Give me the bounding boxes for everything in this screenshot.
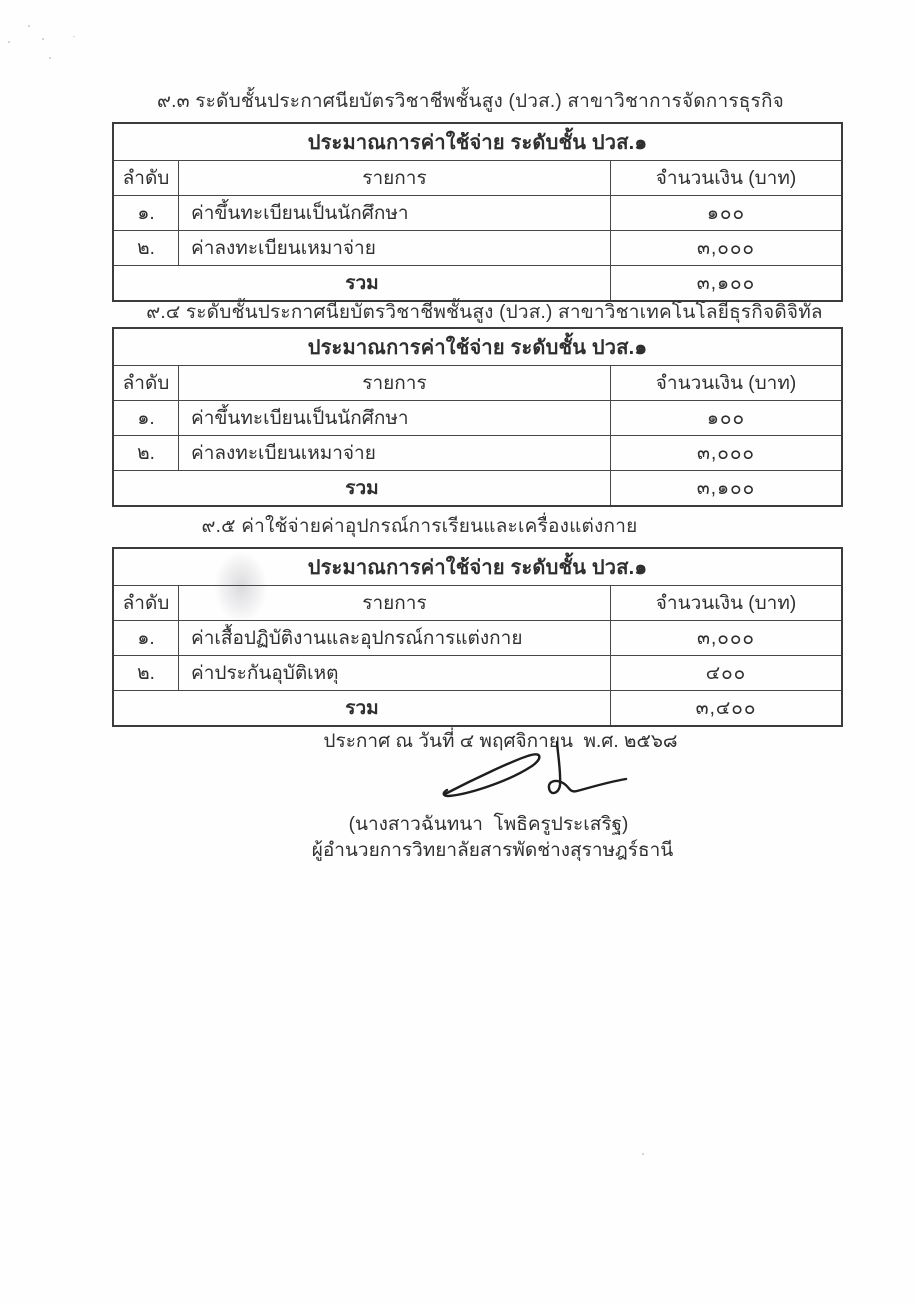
col-header-item: รายการ <box>178 366 610 400</box>
table-row <box>114 655 841 690</box>
row-no: ๑. <box>137 203 155 224</box>
row-no: ๑. <box>137 628 155 649</box>
col-header-no: ลำดับ <box>122 593 170 614</box>
total-amount: ๓,๔๐๐ <box>610 691 841 725</box>
table-row <box>114 230 841 265</box>
section-heading-9-3: ๙.๓ ระดับชั้นประกาศนียบัตรวิชาชีพชั้นสูง (ปวส.) สาขาวิชาการจัดการธุรกิจ <box>156 91 785 112</box>
col-header-amount: จำนวนเงิน (บาท) <box>610 161 841 195</box>
signer-title: ผู้อำนวยการวิทยาลัยสารพัดช่างสุราษฎร์ธานี <box>311 840 674 861</box>
total-label: รวม <box>345 478 379 499</box>
signer-name: (นางสาวฉันทนา โพธิครูประเสริฐ) <box>348 814 629 835</box>
section-heading-9-4: ๙.๔ ระดับชั้นประกาศนียบัตรวิชาชีพชั้นสูง (ปวส.) สาขาวิชาเทคโนโลยีธุรกิจดิจิทัล <box>146 302 823 323</box>
col-header-item: รายการ <box>178 586 610 620</box>
row-amount: ๑๐๐ <box>610 401 841 435</box>
row-amount: ๑๐๐ <box>610 196 841 230</box>
table-title: ประมาณการค่าใช้จ่าย ระดับชั้น ปวส.๑ <box>307 132 648 154</box>
table-header-row <box>114 365 841 400</box>
col-header-no: ลำดับ <box>122 168 170 189</box>
table-row <box>114 435 841 470</box>
row-no: ๒. <box>137 443 155 464</box>
row-item: ค่าเสื้อปฏิบัติงานและอุปกรณ์การแต่งกาย <box>178 621 610 655</box>
section-heading-9-5: ๙.๕ ค่าใช้จ่ายค่าอุปกรณ์การเรียนและเครื่องแต่งกาย <box>201 516 638 537</box>
row-amount: ๓,๐๐๐ <box>610 231 841 265</box>
scan-speck <box>8 41 10 43</box>
scan-speck <box>42 38 44 40</box>
row-no: ๑. <box>137 408 155 429</box>
table-row <box>114 195 841 230</box>
scan-speck <box>642 1153 644 1155</box>
col-header-no: ลำดับ <box>122 373 170 394</box>
row-item: ค่าขึ้นทะเบียนเป็นนักศึกษา <box>178 401 610 435</box>
total-label: รวม <box>345 273 379 294</box>
table-row <box>114 400 841 435</box>
row-item: ค่าขึ้นทะเบียนเป็นนักศึกษา <box>178 196 610 230</box>
col-header-amount: จำนวนเงิน (บาท) <box>610 366 841 400</box>
table-total-row <box>114 265 841 300</box>
expense-table-9-3 <box>112 122 843 302</box>
table-title-row <box>114 549 841 585</box>
col-header-amount: จำนวนเงิน (บาท) <box>610 586 841 620</box>
row-item: ค่าลงทะเบียนเหมาจ่าย <box>178 231 610 265</box>
table-total-row <box>114 690 841 725</box>
table-title-row <box>114 329 841 365</box>
table-header-row <box>114 585 841 620</box>
row-item: ค่าลงทะเบียนเหมาจ่าย <box>178 436 610 470</box>
row-amount: ๓,๐๐๐ <box>610 621 841 655</box>
total-amount: ๓,๑๐๐ <box>610 471 841 505</box>
total-label: รวม <box>345 698 379 719</box>
scan-speck <box>49 57 51 59</box>
table-header-row <box>114 160 841 195</box>
table-row <box>114 620 841 655</box>
scan-speck <box>28 25 30 27</box>
table-title: ประมาณการค่าใช้จ่าย ระดับชั้น ปวส.๑ <box>307 557 648 579</box>
expense-table-9-4 <box>112 327 843 507</box>
announcement-date-line: ประกาศ ณ วันที่ ๔ พฤศจิกายน พ.ศ. ๒๕๖๘ <box>323 731 678 752</box>
row-item: ค่าประกันอุบัติเหตุ <box>178 656 610 690</box>
scan-speck <box>73 36 75 37</box>
row-no: ๒. <box>137 663 155 684</box>
signature-scribble <box>420 738 640 808</box>
expense-table-9-5 <box>112 547 843 727</box>
table-title-row <box>114 124 841 160</box>
row-no: ๒. <box>137 238 155 259</box>
row-amount: ๓,๐๐๐ <box>610 436 841 470</box>
col-header-item: รายการ <box>178 161 610 195</box>
table-title: ประมาณการค่าใช้จ่าย ระดับชั้น ปวส.๑ <box>307 337 648 359</box>
table-total-row <box>114 470 841 505</box>
row-amount: ๔๐๐ <box>610 656 841 690</box>
total-amount: ๓,๑๐๐ <box>610 266 841 300</box>
